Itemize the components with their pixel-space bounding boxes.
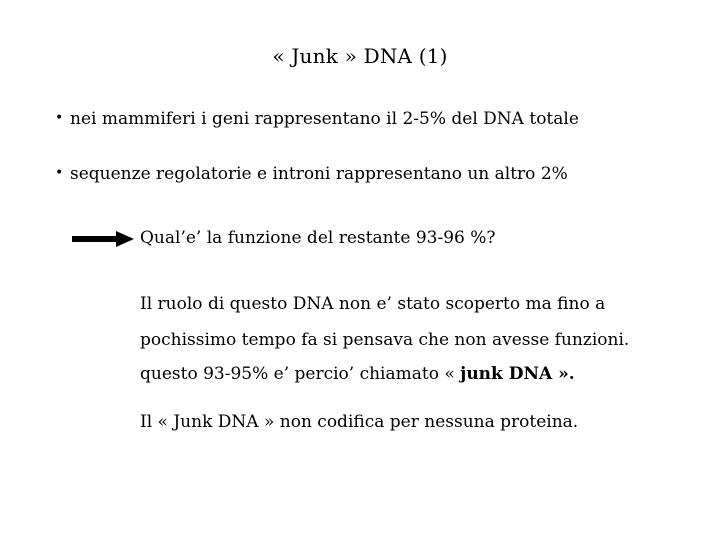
slide-title: « Junk » DNA (1) [272, 44, 448, 68]
bullet-dot-icon: • [55, 110, 64, 126]
closing-text: Il « Junk DNA » non codifica per nessuna proteina. [140, 412, 579, 432]
paragraph-line-3-suffix: . [568, 364, 575, 384]
paragraph-line-3 [140, 364, 575, 384]
bullet-dot-icon: • [55, 165, 64, 181]
bullet-text-2: sequenze regolatorie e introni rappresentano un altro 2% [70, 164, 568, 184]
question-text: Qual’e’ la funzione del restante 93-96 %? [140, 228, 496, 248]
paragraph-line-1: Il ruolo di questo DNA non e’ stato scoperto ma fino a [140, 294, 606, 314]
junk-dna-term: junk DNA » [460, 364, 569, 384]
bullet-item-1 [55, 109, 579, 129]
paragraph-line-2: pochissimo tempo fa si pensava che non avesse funzioni. [140, 330, 630, 350]
right-arrow-icon [72, 231, 134, 247]
bullet-text-1: nei mammiferi i geni rappresentano il 2-5% del DNA totale [70, 109, 579, 129]
paragraph-line-3-prefix: questo 93-95% e’ percio’ chiamato « [140, 364, 461, 384]
bullet-item-2 [55, 164, 568, 184]
